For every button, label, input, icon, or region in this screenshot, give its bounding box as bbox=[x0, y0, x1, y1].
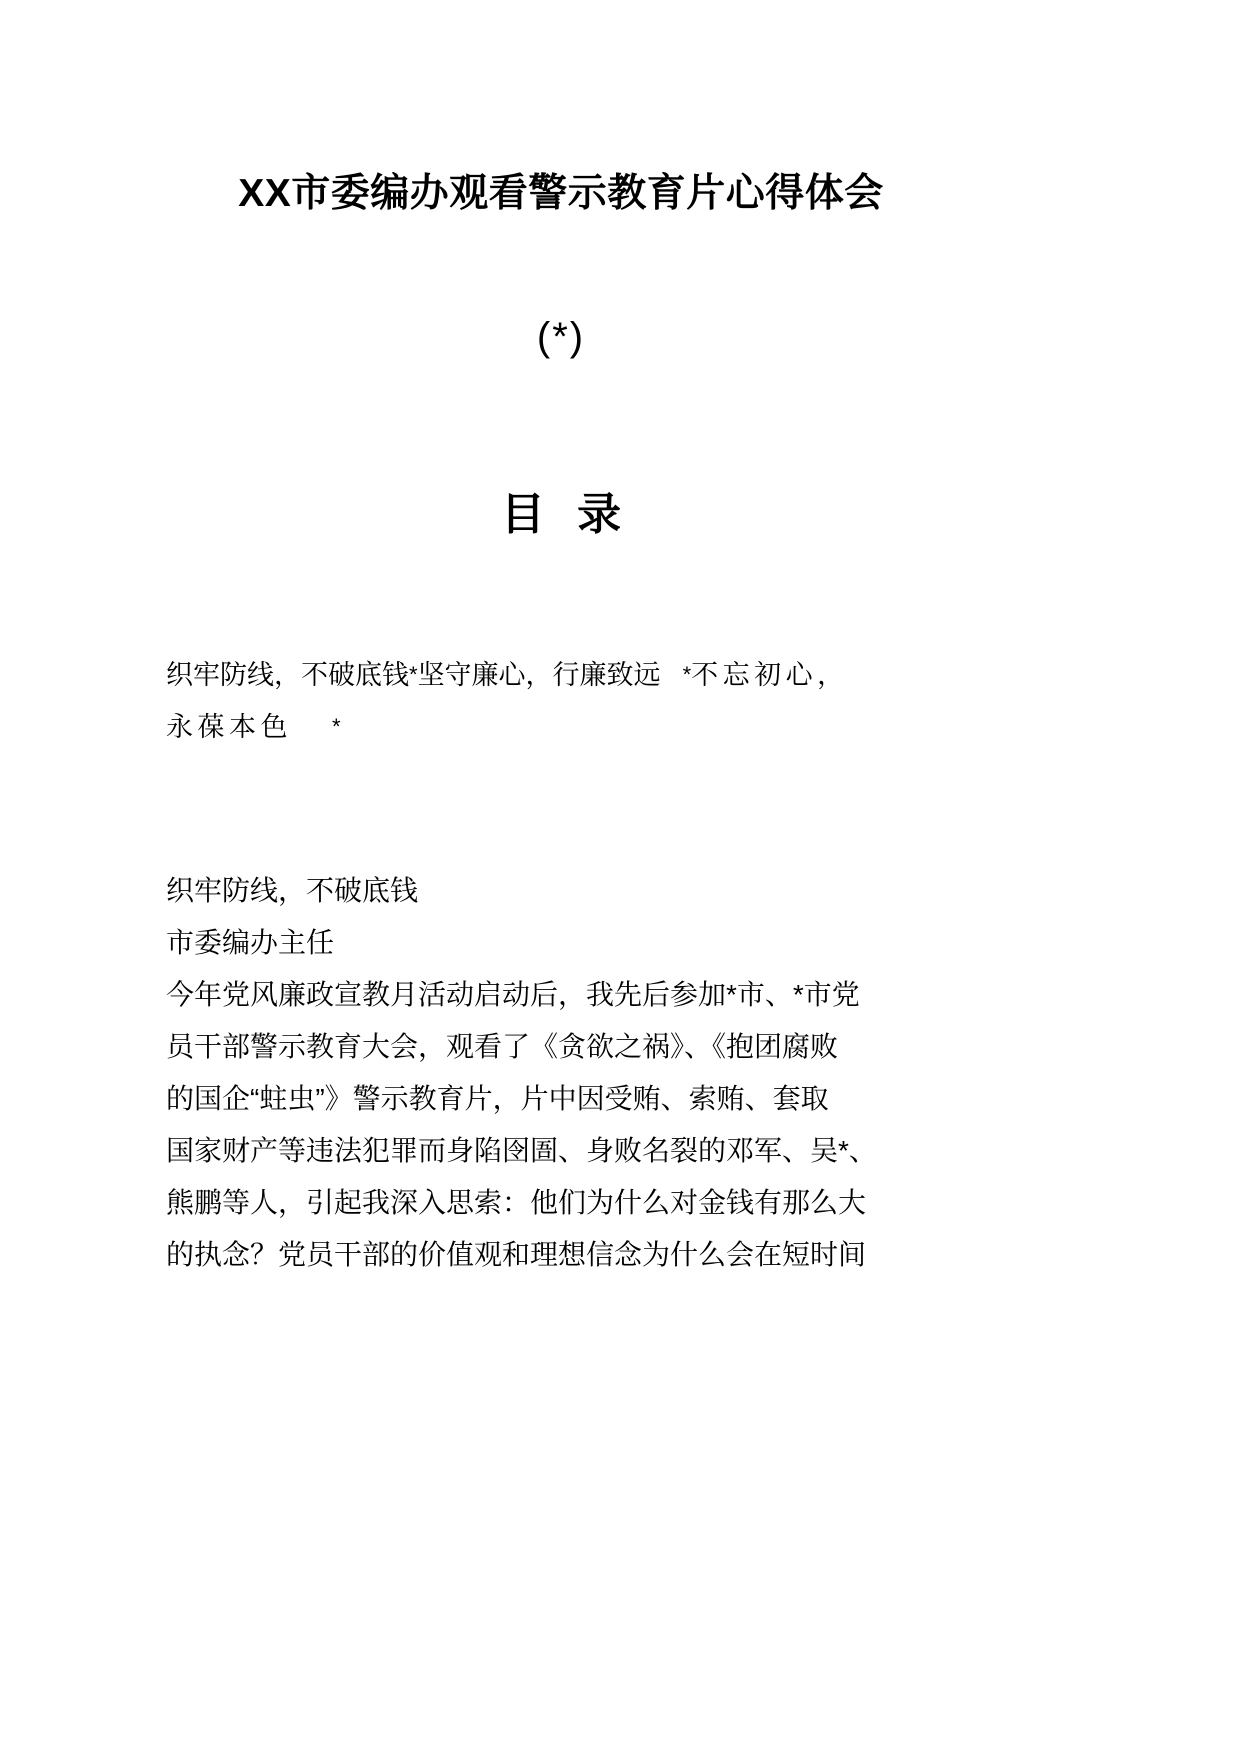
body-section-title: 织牢防线，不破底钱 bbox=[166, 875, 419, 907]
body-paragraph-line: 熊鹏等人，引起我深入思索：他们为什么对金钱有那么大 bbox=[166, 1187, 867, 1219]
toc-entry-3-page-mark: * bbox=[332, 714, 341, 740]
page-content-column bbox=[166, 0, 956, 1281]
body-paragraph-line: 今年党风廉政宣教月活动启动后，我先后参加*市、*市党 bbox=[166, 979, 860, 1011]
toc-entry-3-label-continued[interactable]: 永葆本色 bbox=[166, 712, 292, 743]
toc-line-2 bbox=[166, 701, 956, 753]
toc-entry-1-page-mark: * bbox=[409, 662, 418, 688]
author-placeholder-mark: (*) bbox=[536, 314, 586, 359]
body-paragraph-line: 的执念？党员干部的价值观和理想信念为什么会在短时间 bbox=[166, 1239, 867, 1271]
toc-line-1 bbox=[166, 649, 956, 701]
body-paragraph-line: 员干部警示教育大会，观看了《贪欲之祸》、《抱团腐败 bbox=[166, 1031, 839, 1063]
body-paragraph-1 bbox=[166, 969, 956, 1281]
page-title: XX市委编办观看警示教育片心得体会 bbox=[238, 172, 884, 215]
body-paragraph-line: 国家财产等违法犯罪而身陷囹圄、身败名裂的邓军、吴*、 bbox=[166, 1135, 877, 1167]
toc-entry-2-label[interactable]: 坚守廉心，行廉致远 bbox=[417, 660, 661, 691]
body-author-title: 市委编办主任 bbox=[166, 927, 335, 959]
table-of-contents-heading: 目 录 bbox=[500, 489, 632, 539]
toc-entry-3-label[interactable]: 不忘初心， bbox=[691, 660, 849, 691]
table-of-contents bbox=[166, 541, 956, 753]
body-paragraph-line: 的国企“蛀虫”》警示教育片，片中因受贿、索贿、套取 bbox=[166, 1083, 829, 1115]
toc-entry-2-page-mark: * bbox=[682, 662, 692, 688]
toc-entry-1-label[interactable]: 织牢防线，不破底钱 bbox=[166, 660, 409, 691]
document-body bbox=[166, 753, 956, 1281]
